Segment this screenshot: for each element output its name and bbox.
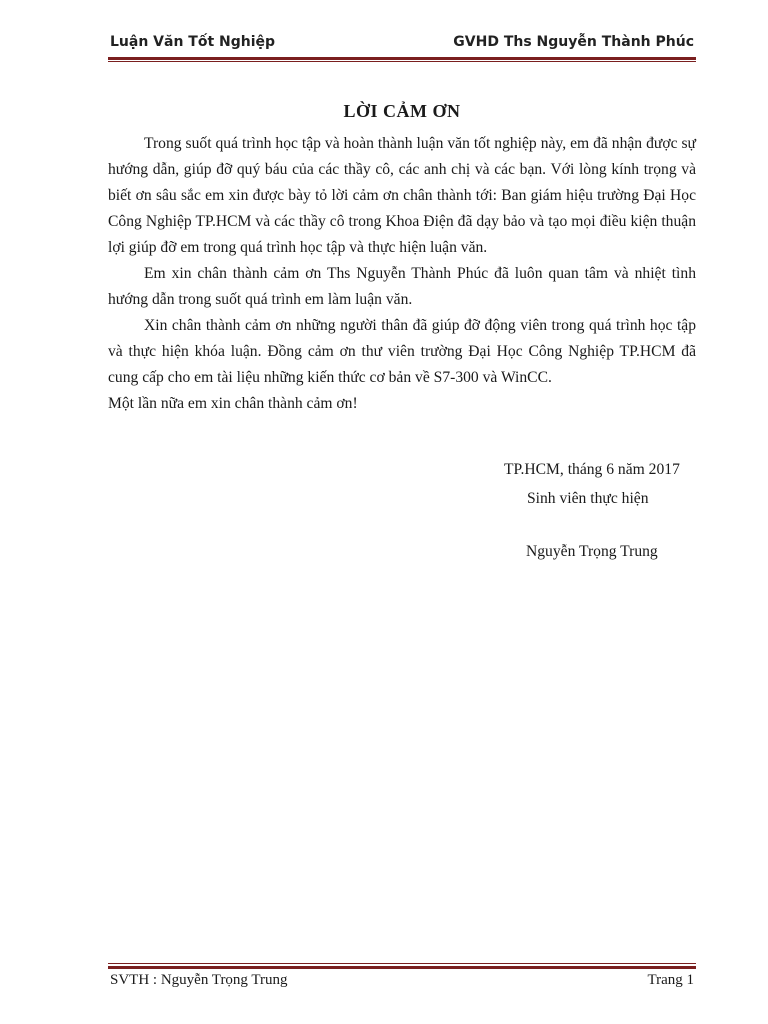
signature-role: Sinh viên thực hiện [527, 490, 649, 507]
header-document-title: Luận Văn Tốt Nghiệp [110, 34, 276, 50]
footer-author: SVTH : Nguyễn Trọng Trung [110, 972, 288, 988]
signature-name: Nguyễn Trọng Trung [526, 543, 658, 560]
paragraph-4: Một lần nữa em xin chân thành cảm ơn! [108, 395, 358, 412]
header-rule-thick [108, 57, 696, 60]
footer-rule-thin [108, 963, 696, 964]
page-title: LỜI CẢM ƠN [343, 101, 461, 121]
paragraph-2: Em xin chân thành cảm ơn Ths Nguyễn Thành Phúc đã luôn quan tâm và nhiệt tình hướng dẫn trong suốt quá trình em làm luận văn. [108, 265, 696, 308]
header-advisor: GVHD Ths Nguyễn Thành Phúc [453, 34, 694, 50]
header-rule-thin [108, 61, 696, 62]
page-header [108, 34, 696, 56]
signature-place-date: TP.HCM, tháng 6 năm 2017 [504, 461, 680, 478]
paragraph-1: Trong suốt quá trình học tập và hoàn thành luận văn tốt nghiệp này, em đã nhận được sự hướng dẫn, giúp đỡ quý báu của các thầy cô, các anh chị và các bạn. Với lòng kính trọng và biết ơn sâu sắc em xin được bày tỏ lời cảm ơn chân thành tới: Ban giám hiệu trường Đại Học Công Nghiệp TP.HCM và các thầy cô trong Khoa Điện đã dạy bảo và tạo mọi điều kiện thuận lợi giúp đỡ em trong quá trình học tập và thực hiện luận văn. [108, 135, 696, 256]
page-number: Trang 1 [647, 972, 694, 988]
paragraph-3: Xin chân thành cảm ơn những người thân đã giúp đỡ động viên trong quá trình học tập và thực hiện khóa luận. Đồng cảm ơn thư viên trường Đại Học Công Nghiệp TP.HCM đã cung cấp cho em tài liệu những kiến thức cơ bản về S7-300 và WinCC. [108, 317, 696, 386]
acknowledgement-body [108, 131, 696, 417]
page-footer [108, 972, 696, 992]
footer-rule-thick [108, 966, 696, 969]
